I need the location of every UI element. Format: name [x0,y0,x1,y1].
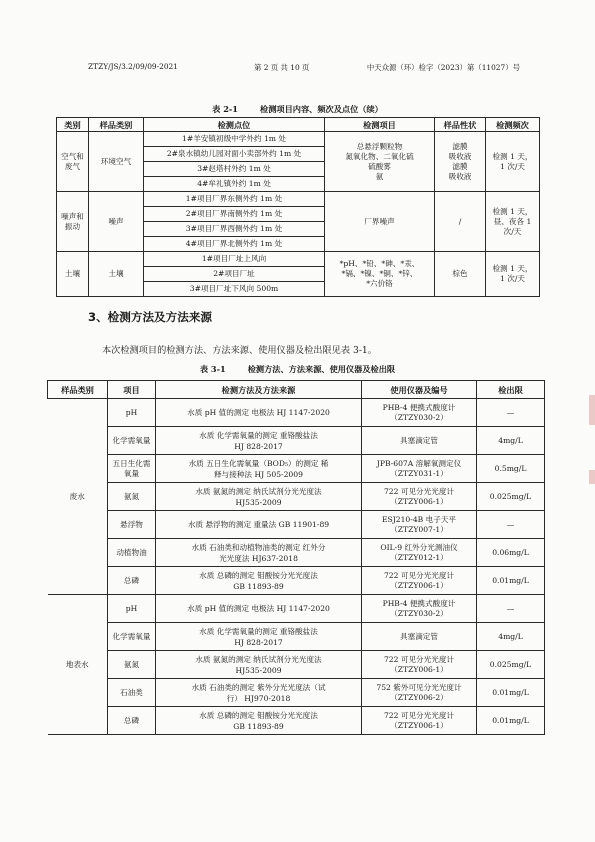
instrument-line: （ZTZY006-1） [390,496,448,506]
method-line: GB 11893-89 [233,581,284,591]
limit-cell: — [477,399,545,427]
instrument-line: PHB-4 便携式酸度计 [382,598,456,608]
method-cell [156,595,362,623]
method-line: 水质 总磷的测定 钼酸铵分光光度法 [199,570,318,580]
limit-cell: 0.01mg/L [477,567,545,595]
item-line: *镉、*镍、*铜、*锌、 [341,269,418,278]
caption-number: 表 3-1 [199,364,226,374]
instrument-cell [362,427,477,455]
item-cell: 化学需氧量 [108,623,156,651]
instrument-line: （ZTZY006-2） [390,692,448,702]
method-line: 行） HJ970-2018 [226,693,291,703]
table-2-1-caption [60,104,535,115]
freq-line: 次/天 [503,226,522,236]
instrument-cell [362,651,477,679]
method-cell [156,679,362,707]
sample-cell: 环境空气 [89,132,144,192]
instrument-cell [362,455,477,483]
header-cell: 检测频次 [486,118,540,132]
method-cell [156,511,362,539]
state-line: 滤膜 [452,161,468,171]
table-row [48,679,545,707]
instrument-line: JPB-607A 溶解氧测定仪 [376,458,462,468]
state-line: 吸收液 [448,151,472,161]
table-row [48,511,545,539]
category-cell: 土壤 [57,252,89,297]
point-cell: 4#项目厂界北侧外约 1m 处 [144,237,325,252]
header-cell: 样品类别 [89,118,144,132]
point-cell: 3#项目厂界西侧外约 1m 处 [144,222,325,237]
doc-code: ZTZY/JS/3.2/09/09-2021 [88,62,178,71]
sample-cell: 土壤 [89,252,144,297]
instrument-line: PHB-4 便携式酸度计 [382,402,456,412]
table-row [48,539,545,567]
item-cell: 氨氮 [108,651,156,679]
limit-cell: — [477,595,545,623]
instrument-line: （ZTZY030-2） [390,412,448,422]
table-row [57,192,540,207]
method-line: HJ535-2009 [235,665,282,675]
method-cell [156,707,362,735]
instrument-line: （ZTZY006-1） [390,720,448,730]
limit-cell: 0.01mg/L [477,707,545,735]
freq-line: 检测 1 天， [492,206,533,216]
header-cell: 检测项目 [325,118,435,132]
point-cell: 2#项目厂址 [144,267,325,282]
method-line: 水质 化学需氧量的测定 重铬酸盐法 [199,626,318,636]
freq-line: 昼、夜各 1 [493,216,532,226]
instrument-line: OIL-9 红外分光测油仪 [380,542,458,552]
item-cell: 动植物油 [108,539,156,567]
instrument-cell [362,539,477,567]
instrument-line: 722 可见分光光度计 [383,570,455,580]
method-line: 水质 石油类的测定 紫外分光光度法（试 [191,682,326,692]
instrument-line: 752 紫外可见分光光度计 [376,682,462,692]
method-line: 水质 氨氮的测定 纳氏试剂分光光度法 [195,654,322,664]
limit-cell: — [477,511,545,539]
method-line: 水质 总磷的测定 钼酸铵分光光度法 [199,710,318,720]
header-cell: 样品性状 [435,118,486,132]
report-number: 中天众源（环）检字（2023）第（11027）号 [366,63,520,72]
limit-cell: 4mg/L [477,427,545,455]
method-line: 水质 pH 值的测定 电极法 HJ 1147-2020 [187,604,330,613]
header-cell: 检测点位 [144,118,325,132]
table-row [48,595,545,623]
point-cell: 4#牟礼镇外约 1m 处 [144,177,325,192]
method-line: 水质 悬浮物的测定 重量法 GB 11901-89 [187,520,330,529]
category-cell: 地表水 [48,595,108,735]
method-line: GB 11893-89 [233,721,284,731]
instrument-cell [362,623,477,651]
table-row [48,651,545,679]
instrument-cell [362,679,477,707]
table-row [48,623,545,651]
instrument-line: 具塞滴定管 [400,631,438,641]
limit-cell: 0.5mg/L [477,455,545,483]
instrument-line: （ZTZY007-1） [390,524,448,534]
table-row [48,427,545,455]
items-cell: 厂界噪声 [325,192,435,252]
method-line: HJ535-2009 [235,497,282,507]
page-number: 第 2 页 共 10 页 [254,63,310,72]
item-line: *六价铬 [366,279,393,288]
method-cell [156,567,362,595]
table-row [57,252,540,267]
table-2-1 [56,117,540,297]
limit-cell: 4mg/L [477,623,545,651]
method-line: 水质 氨氮的测定 纳氏试剂分光光度法 [195,486,322,496]
item-cell: pH [108,595,156,623]
item-cell: 总磷 [108,707,156,735]
method-line: 水质 化学需氧量的测定 重铬酸盐法 [199,430,318,440]
item-cell: 化学需氧量 [108,427,156,455]
table-3-1 [47,380,545,735]
instrument-cell [362,483,477,511]
method-line: HJ 828-2017 [234,441,283,451]
freq-line: 检测 1 天， [492,264,533,273]
method-cell [156,483,362,511]
table-row [48,567,545,595]
method-line: 水质 五日生化需氧量（BOD₅）的测定 稀 [188,458,329,468]
state-cell: 棕色 [435,252,486,297]
method-line: 水质 石油类和动植物油类的测定 红外分 [191,542,326,552]
table-3-1-caption [60,364,535,375]
point-cell: 3#赵塔村外约 1m 处 [144,162,325,177]
instrument-line: （ZTZY006-1） [390,580,448,590]
limit-cell: 0.025mg/L [477,483,545,511]
point-cell: 1#项目厂址上风向 [144,252,325,267]
point-cell: 2#项目厂界南侧外约 1m 处 [144,207,325,222]
point-cell: 3#项目厂址下风向 500m [144,282,325,297]
header-cell: 类别 [57,118,89,132]
instrument-cell [362,707,477,735]
method-cell [156,455,362,483]
items-cell [325,252,435,297]
section-paragraph: 本次检测项目的检测方法、方法来源、使用仪器及检出限见表 3-1。 [102,345,377,356]
point-cell: 1#项目厂界东侧外约 1m 处 [144,192,325,207]
header-cell: 使用仪器及编号 [362,381,477,399]
caption-text: 检测方法、方法来源、使用仪器及检出限 [247,364,396,374]
state-cell [435,132,486,192]
method-cell [156,651,362,679]
point-cell: 2#泉水镇幼儿园对面小卖部外约 1m 处 [144,147,325,162]
freq-cell [486,192,540,252]
item-cell: 氨氮 [108,483,156,511]
method-cell [156,539,362,567]
header-cell: 样品类别 [48,381,108,399]
freq-cell [486,132,540,192]
method-cell [156,623,362,651]
method-cell [156,399,362,427]
table-row [48,707,545,735]
instrument-line: （ZTZY031-1） [390,468,448,478]
state-line: 滤膜 [452,141,468,151]
item-cell: 五日生化需氧量 [108,455,156,483]
instrument-line: 722 可见分光光度计 [383,486,455,496]
instrument-line: （ZTZY030-2） [390,608,448,618]
freq-line: 1 次/天 [500,161,525,171]
point-cell: 1#羊安镇初级中学外约 1m 处 [144,132,325,147]
instrument-cell [362,511,477,539]
category-cell: 废水 [48,399,108,595]
method-line: HJ 828-2017 [234,637,283,647]
header-cell: 检出限 [477,381,545,399]
table-row [48,483,545,511]
table-row [48,399,545,427]
instrument-cell [362,595,477,623]
sample-cell: 噪声 [89,192,144,252]
instrument-cell [362,567,477,595]
freq-line: 检测 1 天， [492,151,533,161]
header-cell: 检测方法及方法来源 [156,381,362,399]
instrument-cell [362,399,477,427]
items-cell [325,132,435,192]
page-header [88,62,520,74]
instrument-line: （ZTZY006-1） [390,664,448,674]
instrument-line: 722 可见分光光度计 [383,710,455,720]
table-row [57,132,540,147]
item-line: *pH、*铅、*砷、*汞、 [339,259,420,268]
category-cell: 空气和废气 [57,132,89,192]
section-title: 3、检测方法及方法来源 [88,310,213,324]
item-line: 总悬浮颗粒物 [356,141,403,151]
table-body [48,399,545,735]
seal-mark [589,395,595,425]
method-line: 释与接种法 HJ 505-2009 [214,469,303,479]
table-row [48,455,545,483]
item-cell: 总磷 [108,567,156,595]
category-cell: 噪声和振动 [57,192,89,252]
state-line: 吸收液 [448,171,472,181]
limit-cell: 0.06mg/L [477,539,545,567]
instrument-line: ESJ210-4B 电子天平 [381,514,457,524]
header-cell: 项目 [108,381,156,399]
limit-cell: 0.01mg/L [477,679,545,707]
item-cell: 石油类 [108,679,156,707]
item-line: 硫酸雾 [368,161,391,171]
item-line: 氨 [375,171,384,181]
seal-mark [589,470,595,484]
item-line: 氮氧化物、二氧化硫 [345,151,414,161]
caption-text: 检测项目内容、频次及点位（续） [260,104,383,114]
item-cell: pH [108,399,156,427]
instrument-line: 722 可见分光光度计 [383,654,455,664]
instrument-line: （ZTZY012-1） [390,552,448,562]
method-line: 光光度法 HJ637-2018 [219,553,298,563]
method-cell [156,427,362,455]
freq-line: 1 次/天 [500,274,525,283]
freq-cell [486,252,540,297]
method-line: 水质 pH 值的测定 电极法 HJ 1147-2020 [187,408,330,417]
instrument-line: 具塞滴定管 [400,435,438,445]
table-header-row [48,381,545,399]
table-header-row [57,118,540,132]
caption-number: 表 2-1 [212,104,238,114]
state-cell: / [435,192,486,252]
item-cell: 悬浮物 [108,511,156,539]
limit-cell: 0.025mg/L [477,651,545,679]
